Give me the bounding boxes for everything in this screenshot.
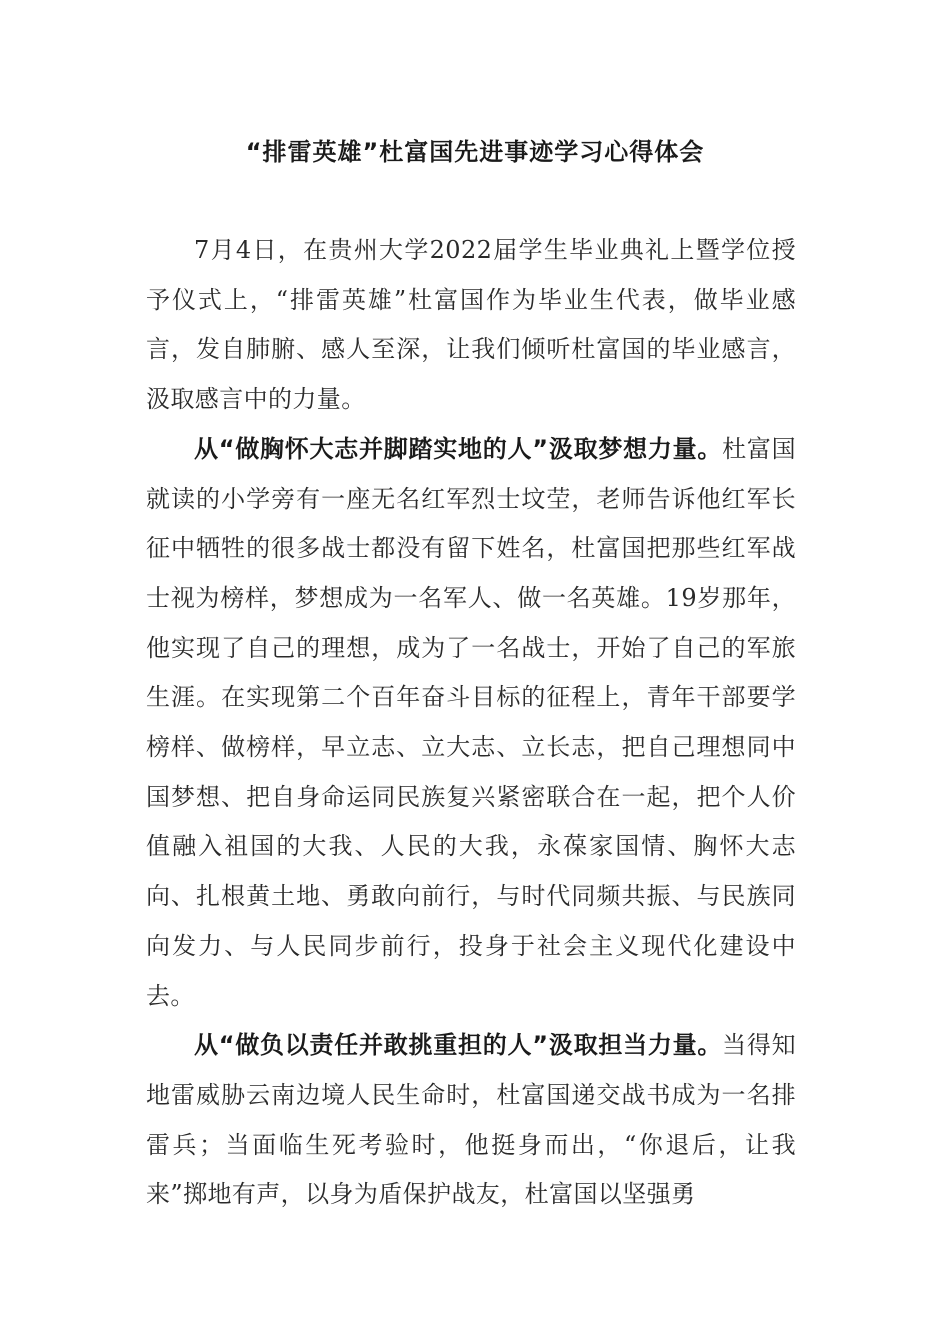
paragraph-lead: 从“做胸怀大志并脚踏实地的人”汲取梦想力量。 bbox=[194, 434, 723, 463]
paragraph-text: 杜富国就读的小学旁有一座无名红军烈士坟茔，老师告诉他红军长征中牺牲的很多战士都没有留下姓名，杜富国把那些红军战士视为榜样，梦想成为一名军人、做一名英雄。19岁那年，他实现了自己的理想，成为了一名战士，开始了自己的军旅生涯。在实现第二个百年奋斗目标的征程上，青年干部要学榜样、做榜样，早立志、立大志、立长志，把自己理想同中国梦想、把自身命运同民族复兴紧密联合在一起，把个人价值融入祖国的大我、人民的大我，永葆家国情、胸怀大志向、扎根黄土地、勇敢向前行，与时代同频共振、与民族同向发力、与人民同步前行，投身于社会主义现代化建设中去。 bbox=[146, 434, 796, 1010]
paragraph-responsibility bbox=[146, 1021, 796, 1220]
paragraph-text: 7月4日，在贵州大学2022届学生毕业典礼上暨学位授予仪式上，“排雷英雄”杜富国作为毕业生代表，做毕业感言，发自肺腑、感人至深，让我们倾听杜富国的毕业感言，汲取感言中的力量。 bbox=[146, 236, 796, 414]
paragraph-text: 当得知地雷威胁云南边境人民生命时，杜富国递交战书成为一名排雷兵；当面临生死考验时，他挺身而出，“你退后，让我来”掷地有声，以身为盾保护战友，杜富国以坚强勇 bbox=[146, 1031, 796, 1209]
paragraph-intro bbox=[146, 226, 796, 425]
document-body bbox=[146, 226, 796, 1220]
paragraph-lead: 从“做负以责任并敢挑重担的人”汲取担当力量。 bbox=[194, 1031, 723, 1060]
page-title: “排雷英雄”杜富国先进事迹学习心得体会 bbox=[245, 138, 705, 166]
paragraph-dream bbox=[146, 425, 796, 1021]
